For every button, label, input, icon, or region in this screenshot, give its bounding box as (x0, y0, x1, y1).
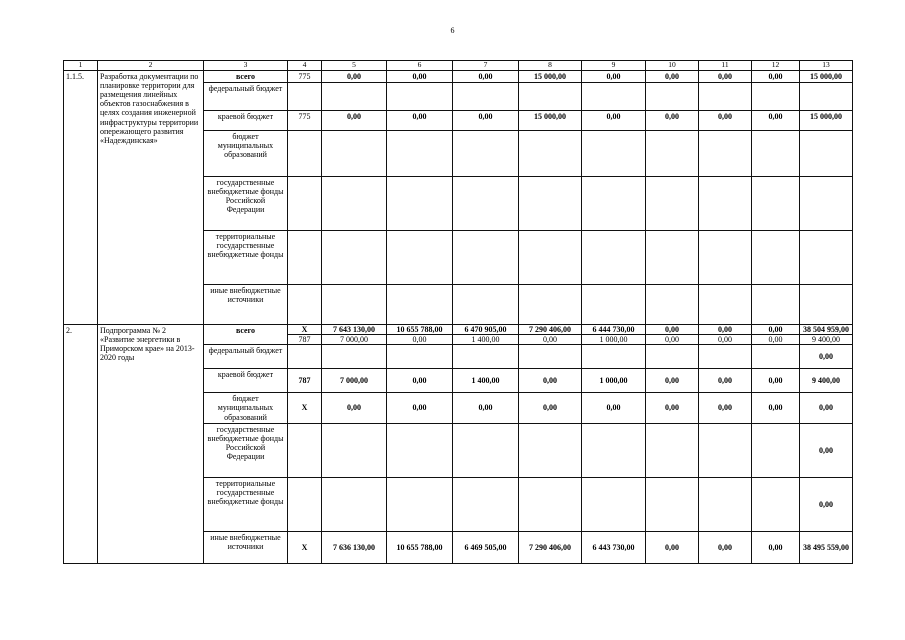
amount-cell (519, 284, 582, 324)
amount-cell (519, 477, 582, 531)
amount-cell (800, 284, 853, 324)
amount-cell (322, 324, 387, 344)
amount-cell: 0,00 (699, 531, 752, 563)
amount-cell (646, 130, 699, 176)
amount-cell: 0,00 (800, 345, 853, 369)
amount-cell (453, 82, 519, 110)
amount-cell: 6 469 505,00 (453, 531, 519, 563)
amount-cell (699, 284, 752, 324)
amount-cell (800, 130, 853, 176)
budget-code: 775 (288, 70, 322, 82)
amount-cell (752, 284, 800, 324)
amount-cell (387, 477, 453, 531)
budget-code (288, 130, 322, 176)
amount-cell: 0,00 (582, 70, 646, 82)
funding-source: краевой бюджет (204, 369, 288, 393)
funding-source: территориальные государственные внебюджетные фонды (204, 230, 288, 284)
amount-cell (453, 345, 519, 369)
amount-cell (582, 345, 646, 369)
item-name: Разработка документации по планировке территории для размещения линейных объектов газоснабжения в целях создания инженерной инфраструктуры территории опережающего развития «Надеждинская» (98, 70, 204, 324)
amount-cell (800, 230, 853, 284)
amount-cell (582, 477, 646, 531)
column-number-row (64, 61, 853, 71)
amount-cell: 0,00 (453, 393, 519, 424)
amount-total: 7 290 406,00 (529, 324, 571, 334)
amount-cell (800, 82, 853, 110)
amount-cell: 0,00 (453, 70, 519, 82)
amount-cell (582, 324, 646, 344)
amount-cell (519, 345, 582, 369)
amount-total: 0,00 (718, 324, 732, 334)
amount-total: 0,00 (768, 324, 783, 334)
amount-cell: 0,00 (800, 423, 853, 477)
amount-cell (646, 82, 699, 110)
amount-cell: 0,00 (699, 369, 752, 393)
amount-cell (752, 345, 800, 369)
amount-cell: 0,00 (453, 110, 519, 130)
amount-cell: 0,00 (752, 531, 800, 563)
amount-cell (582, 230, 646, 284)
amount-cell: 0,00 (519, 369, 582, 393)
amount-cell (387, 324, 453, 344)
amount-cell (322, 176, 387, 230)
amount-cell (646, 324, 699, 344)
amount-cell (752, 423, 800, 477)
funding-source: всего (204, 70, 288, 82)
amount-cell (453, 176, 519, 230)
amount-cell: 15 000,00 (800, 110, 853, 130)
amount-cell (387, 130, 453, 176)
funding-source: федеральный бюджет (204, 345, 288, 369)
column-header: 11 (699, 61, 752, 71)
funding-source: всего (204, 324, 288, 344)
amount-cell (519, 324, 582, 344)
amount-cell (387, 423, 453, 477)
amount-cell: 0,00 (387, 110, 453, 130)
amount-cell (387, 284, 453, 324)
amount-cell (800, 176, 853, 230)
column-header: 5 (322, 61, 387, 71)
amount-cell: 0,00 (752, 110, 800, 130)
amount-cell (752, 130, 800, 176)
amount-regional: 0,00 (699, 334, 751, 344)
amount-cell (519, 423, 582, 477)
amount-cell (322, 284, 387, 324)
amount-cell (699, 230, 752, 284)
amount-cell: 0,00 (752, 393, 800, 424)
amount-cell (322, 230, 387, 284)
amount-total: 0,00 (665, 324, 679, 334)
amount-cell: 1 000,00 (582, 369, 646, 393)
column-header: 13 (800, 61, 853, 71)
amount-cell (582, 423, 646, 477)
funding-source: иные внебюджетные источники (204, 284, 288, 324)
amount-cell (519, 230, 582, 284)
amount-cell: 0,00 (800, 393, 853, 424)
budget-code (288, 82, 322, 110)
amount-cell: 0,00 (752, 70, 800, 82)
amount-cell (582, 284, 646, 324)
amount-cell (453, 324, 519, 344)
amount-cell: 7 000,00 (322, 369, 387, 393)
funding-source: иные внебюджетные источники (204, 531, 288, 563)
item-name: Подпрограмма № 2 «Развитие энергетики в Приморском крае» на 2013-2020 годы (98, 324, 204, 563)
column-header: 10 (646, 61, 699, 71)
amount-cell: 15 000,00 (519, 70, 582, 82)
amount-cell (387, 176, 453, 230)
amount-cell (519, 176, 582, 230)
budget-code (288, 324, 322, 344)
amount-cell: 0,00 (646, 110, 699, 130)
funding-source: федеральный бюджет (204, 82, 288, 110)
amount-cell (322, 130, 387, 176)
amount-regional: 1 000,00 (582, 334, 645, 344)
amount-cell: 15 000,00 (800, 70, 853, 82)
amount-cell: 6 443 730,00 (582, 531, 646, 563)
amount-cell: 0,00 (582, 110, 646, 130)
amount-cell (646, 284, 699, 324)
amount-cell (322, 345, 387, 369)
amount-cell (699, 176, 752, 230)
column-header: 9 (582, 61, 646, 71)
amount-cell: 0,00 (322, 70, 387, 82)
amount-cell: 15 000,00 (519, 110, 582, 130)
amount-cell (519, 130, 582, 176)
item-number: 1.1.5. (64, 70, 98, 324)
amount-cell: 0,00 (387, 369, 453, 393)
funding-source: бюджет муниципальных образований (204, 130, 288, 176)
amount-cell (519, 82, 582, 110)
table-row (64, 70, 853, 82)
amount-cell (453, 477, 519, 531)
amount-total: 38 504 959,00 (803, 324, 849, 334)
amount-cell: 0,00 (646, 70, 699, 82)
amount-regional: 0,00 (752, 334, 799, 344)
amount-cell: 0,00 (322, 110, 387, 130)
budget-code: X (288, 531, 322, 563)
amount-cell (453, 230, 519, 284)
amount-cell: 0,00 (800, 477, 853, 531)
budget-code: X (288, 393, 322, 424)
amount-regional: 0,00 (646, 334, 698, 344)
budget-table (63, 60, 853, 564)
amount-cell (646, 176, 699, 230)
amount-cell: 0,00 (646, 531, 699, 563)
table-body (64, 61, 853, 564)
amount-cell (582, 130, 646, 176)
amount-cell: 0,00 (699, 70, 752, 82)
page-number: 6 (450, 26, 455, 35)
budget-code (288, 284, 322, 324)
amount-cell (646, 423, 699, 477)
amount-cell: 0,00 (387, 70, 453, 82)
amount-cell (322, 82, 387, 110)
column-header: 4 (288, 61, 322, 71)
budget-code: 775 (288, 110, 322, 130)
amount-cell (453, 423, 519, 477)
amount-cell (646, 477, 699, 531)
amount-cell: 7 290 406,00 (519, 531, 582, 563)
amount-regional: 1 400,00 (453, 334, 518, 344)
funding-source: краевой бюджет (204, 110, 288, 130)
amount-cell: 0,00 (699, 393, 752, 424)
amount-total: 6 470 905,00 (464, 324, 507, 334)
column-header: 3 (204, 61, 288, 71)
amount-regional: 7 000,00 (322, 334, 386, 344)
column-header: 1 (64, 61, 98, 71)
amount-cell: 0,00 (387, 393, 453, 424)
amount-cell (646, 345, 699, 369)
funding-source: территориальные государственные внебюджетные фонды (204, 477, 288, 531)
item-number: 2. (64, 324, 98, 563)
budget-code (288, 345, 322, 369)
amount-cell (582, 176, 646, 230)
column-header: 8 (519, 61, 582, 71)
amount-cell (387, 82, 453, 110)
amount-cell (453, 284, 519, 324)
amount-cell: 10 655 788,00 (387, 531, 453, 563)
amount-cell (752, 230, 800, 284)
amount-cell (752, 176, 800, 230)
amount-cell (582, 82, 646, 110)
amount-cell (699, 345, 752, 369)
amount-cell (453, 130, 519, 176)
column-header: 7 (453, 61, 519, 71)
table-row (64, 324, 853, 344)
budget-code-regional: 787 (288, 334, 321, 344)
amount-cell (322, 423, 387, 477)
amount-total: 6 444 730,00 (592, 324, 635, 334)
amount-total: 10 655 788,00 (396, 324, 443, 334)
amount-cell (699, 82, 752, 110)
amount-cell (387, 230, 453, 284)
funding-source: государственные внебюджетные фонды Российской Федерации (204, 176, 288, 230)
amount-cell (752, 82, 800, 110)
amount-cell: 9 400,00 (800, 369, 853, 393)
amount-cell (699, 477, 752, 531)
amount-cell (752, 477, 800, 531)
column-header: 2 (98, 61, 204, 71)
amount-cell: 0,00 (582, 393, 646, 424)
amount-cell: 38 495 559,00 (800, 531, 853, 563)
budget-code (288, 477, 322, 531)
amount-cell (800, 324, 853, 344)
amount-total: 7 643 130,00 (333, 324, 375, 334)
amount-cell (646, 230, 699, 284)
column-header: 6 (387, 61, 453, 71)
amount-cell: 0,00 (519, 393, 582, 424)
funding-source: бюджет муниципальных образований (204, 393, 288, 424)
budget-code: 787 (288, 369, 322, 393)
amount-cell (699, 130, 752, 176)
amount-cell: 7 636 130,00 (322, 531, 387, 563)
funding-source: государственные внебюджетные фонды Российской Федерации (204, 423, 288, 477)
amount-cell: 1 400,00 (453, 369, 519, 393)
amount-cell (387, 345, 453, 369)
amount-regional: 9 400,00 (800, 334, 852, 344)
amount-cell (322, 477, 387, 531)
amount-cell: 0,00 (752, 369, 800, 393)
amount-regional: 0,00 (519, 334, 581, 344)
budget-code (288, 423, 322, 477)
amount-cell: 0,00 (322, 393, 387, 424)
amount-cell: 0,00 (646, 369, 699, 393)
amount-cell: 0,00 (699, 110, 752, 130)
budget-code (288, 176, 322, 230)
budget-code-total: X (301, 324, 308, 334)
amount-regional: 0,00 (387, 334, 452, 344)
column-header: 12 (752, 61, 800, 71)
amount-cell (699, 324, 752, 344)
amount-cell (699, 423, 752, 477)
amount-cell: 0,00 (646, 393, 699, 424)
amount-cell (752, 324, 800, 344)
budget-code (288, 230, 322, 284)
